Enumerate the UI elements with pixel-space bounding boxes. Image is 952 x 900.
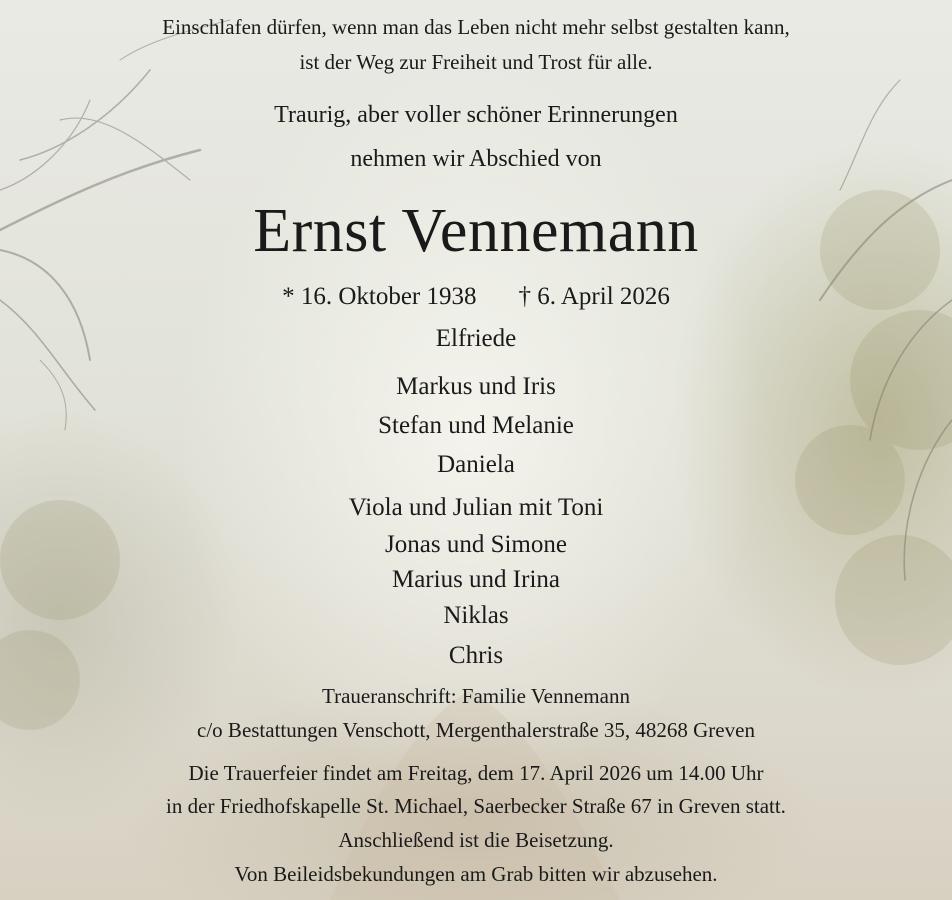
ceremony-line-1: Die Trauerfeier findet am Freitag, dem 17. April 2026 um 14.00 Uhr [188, 761, 764, 785]
motto-line-2: ist der Weg zur Freiheit und Trost für alle. [299, 50, 653, 74]
mourner-name: Jonas und Simone [385, 531, 567, 558]
ceremony-line-2: in der Friedhofskapelle St. Michael, Saerbecker Straße 67 in Greven statt. [166, 794, 786, 818]
mourner-name: Daniela [437, 451, 515, 478]
mourner-name: Niklas [443, 602, 509, 629]
mourning-address-line-2: c/o Bestattungen Venschott, Mergenthalerstraße 35, 48268 Greven [197, 718, 755, 742]
mourning-address-line-1: Traueranschrift: Familie Vennemann [322, 684, 630, 708]
deceased-name: Ernst Vennemann [253, 197, 699, 265]
mourner-name: Viola und Julian mit Toni [348, 494, 604, 521]
ceremony-line-4: Von Beileidsbekundungen am Grab bitten wir abzusehen. [234, 862, 718, 886]
mourner-name: Stefan und Melanie [378, 412, 574, 439]
mourner-name: Marius und Irina [391, 566, 561, 593]
ceremony-line-3: Anschließend ist die Beisetzung. [338, 828, 614, 852]
mourner-name: Chris [448, 642, 504, 669]
farewell-line-2: nehmen wir Abschied von [350, 146, 602, 172]
death-date: † 6. April 2026 [518, 283, 670, 310]
life-dates [0, 284, 952, 309]
birth-date: * 16. Oktober 1938 [282, 283, 477, 310]
mourner-name: Elfriede [435, 325, 517, 352]
farewell-line-1: Traurig, aber voller schöner Erinnerungen [274, 102, 678, 128]
mourner-name: Markus und Iris [396, 373, 556, 400]
motto-line-1: Einschlafen dürfen, wenn man das Leben nicht mehr selbst gestalten kann, [162, 15, 790, 39]
